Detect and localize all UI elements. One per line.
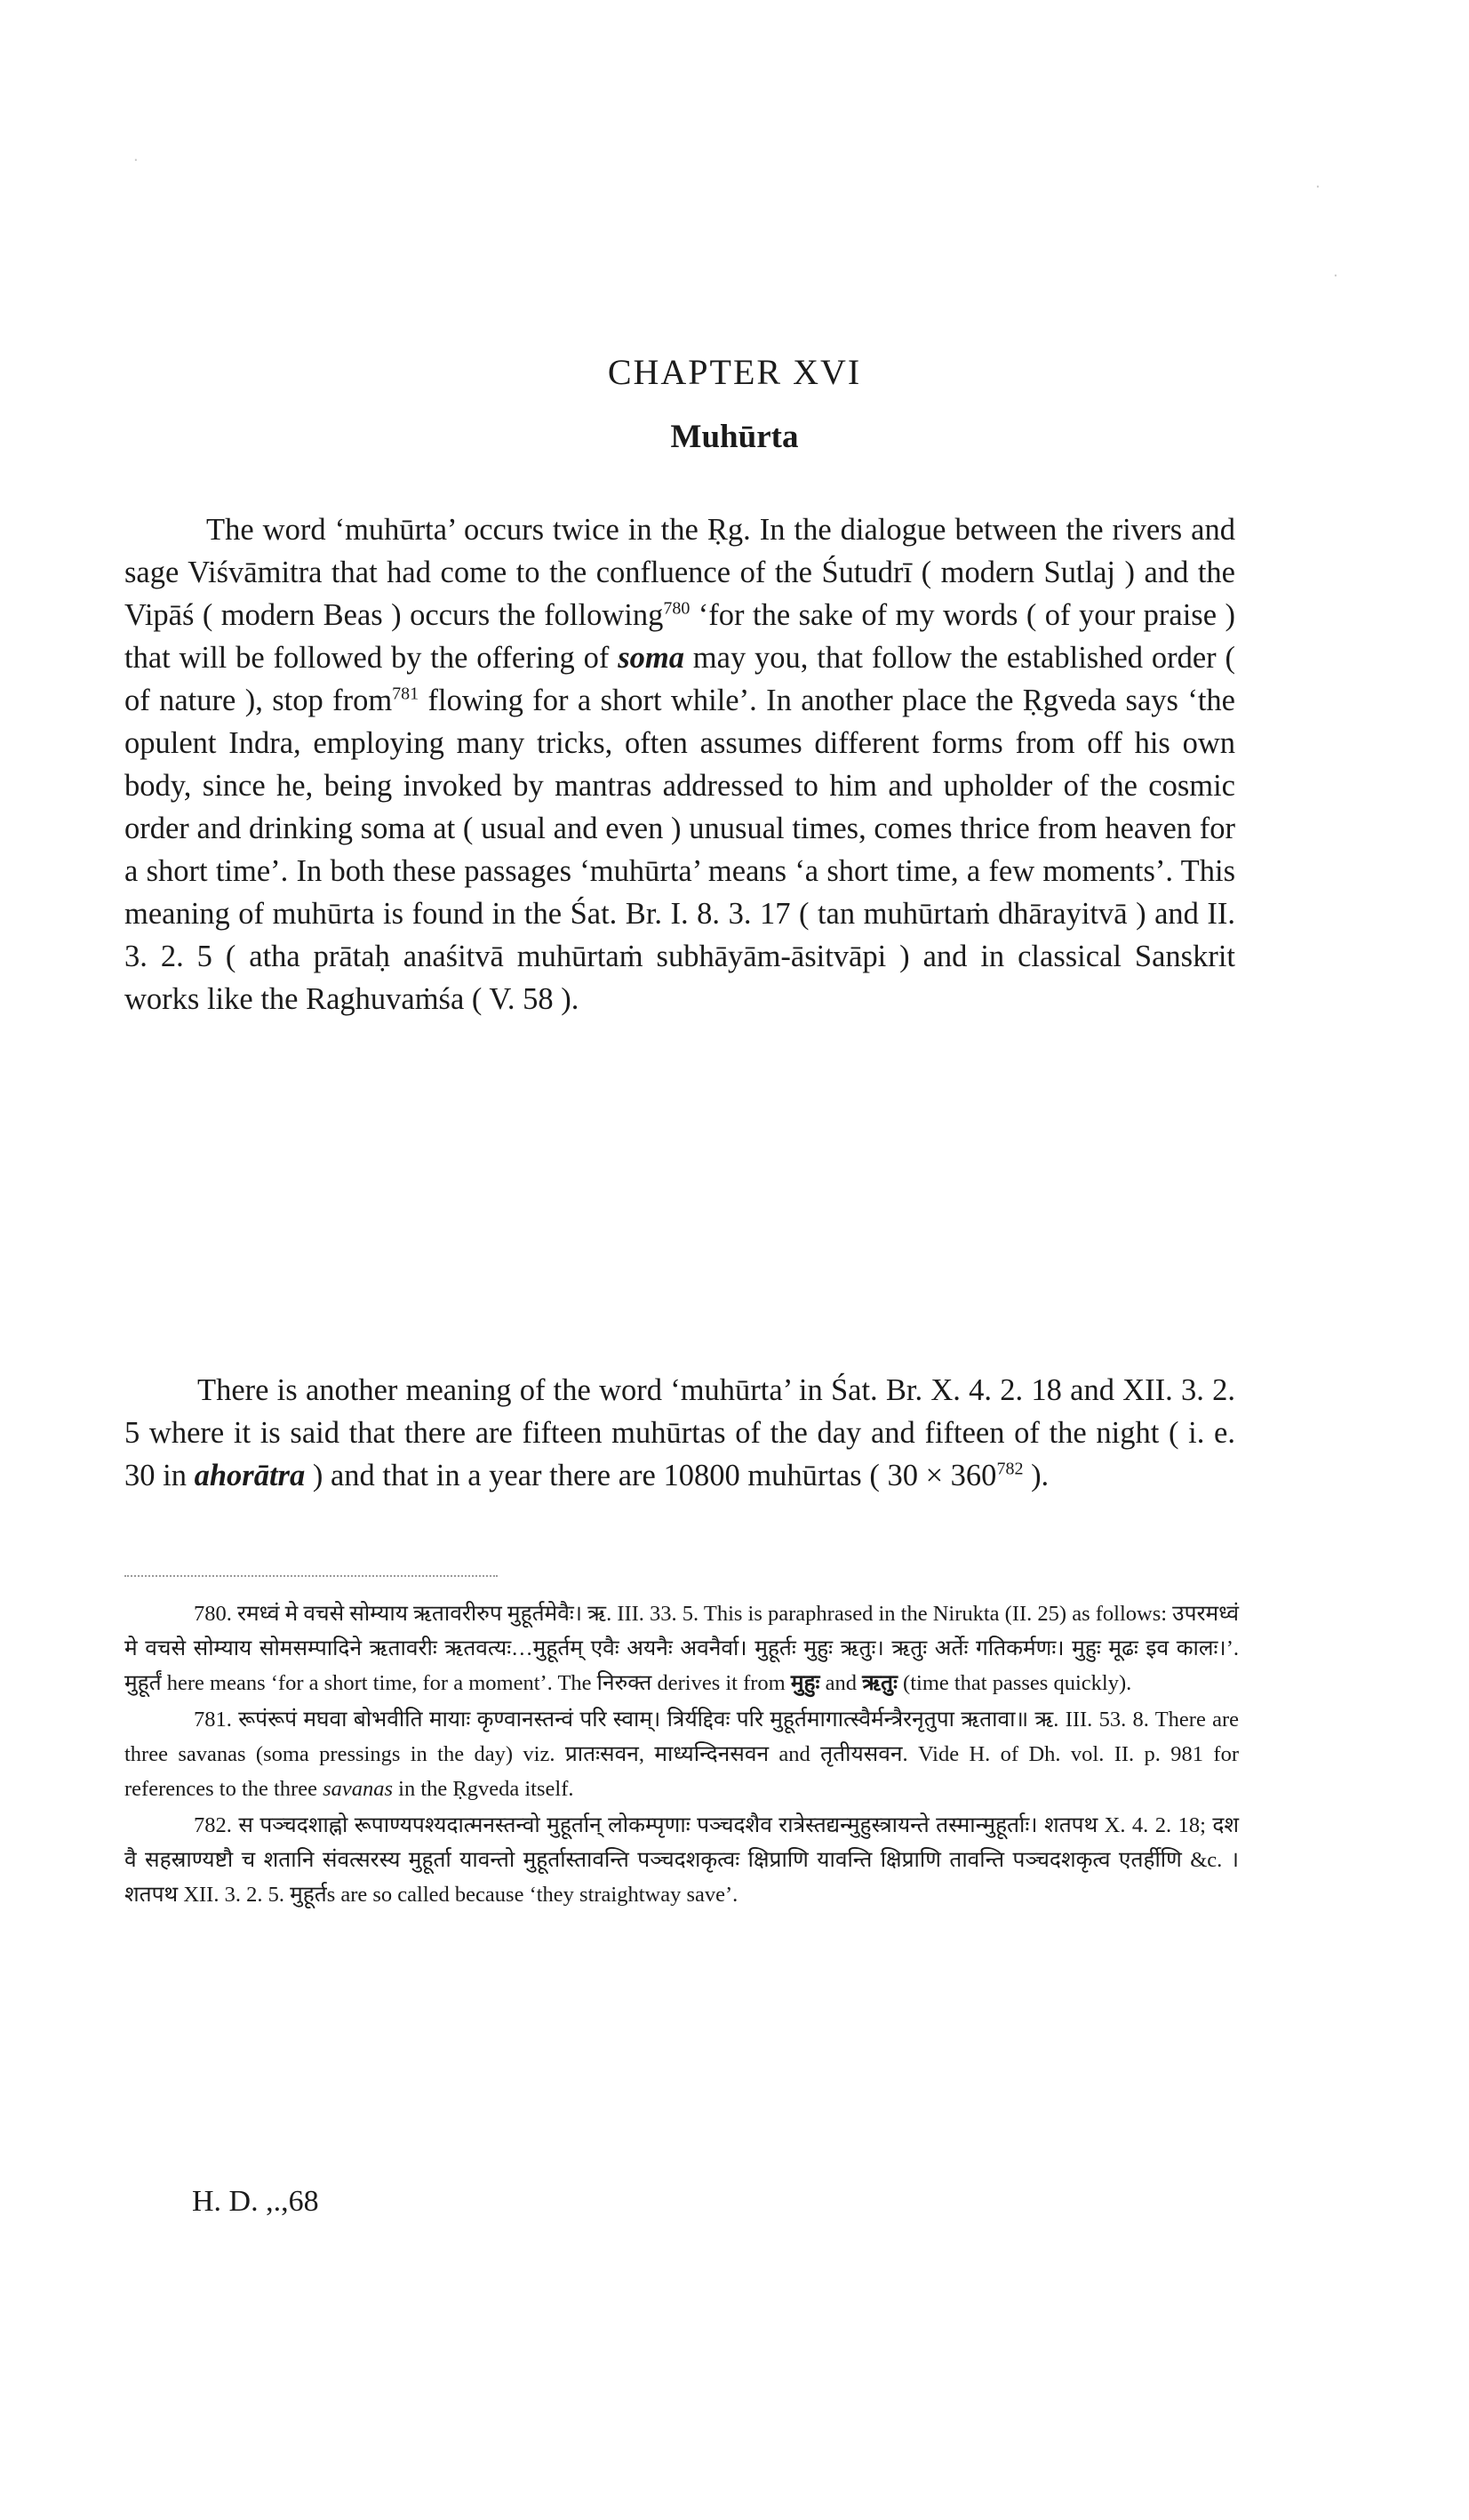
scan-speck: · [133,151,139,170]
chapter-heading: CHAPTER XVI [607,352,862,392]
scan-speck: · [1315,178,1321,196]
footnote-780 [124,1596,1239,1700]
footnote-emphasis: savanas [323,1777,394,1801]
paragraph-text: There is another meaning of the word ‘muhūrta’ in Śat. Br. X. 4. 2. 18 and XII. 3. 2. 5 where it is said that there are fifteen muhūrtas of the day and fifteen of the night ( i. e. 30 in [124,1373,1235,1492]
footnote-bold: ऋतुः [862,1671,898,1695]
footnote-text: (time that passes quickly). [897,1671,1132,1695]
paragraph-text: ) and that in a year there are 10800 muhūrtas ( 30 × 360 [305,1459,997,1492]
footnote-text: 782. स पञ्चदशाह्नो रूपाण्यपश्यदात्मनस्तन्वो मुहूर्तान् लोकम्पृणाः पञ्चदशैव रात्रेस्तद्यन्मुहुस्त्रायन्ते तस्मान्मुहूर्ताः। शतपथ X. 4. 2. 18; दश वै सहस्राण्यष्टौ च शतानि संवत्सरस्य मुहूर्ता यावन्तो मुहूर्तास्तावन्ति पञ्चदशकृत्वः क्षिप्राणि यावन्ति क्षिप्राणि तावन्ति पञ्चदशकृत्व एतर्हीणि &c. । शतपथ XII. 3. 2. 5. मुहूर्तs are so called because ‘they straightway save’. [124,1813,1239,1907]
footnote-text: and [819,1671,863,1695]
footnote-ref[interactable]: 780 [663,598,691,619]
footnote-bold: मुहुः [790,1671,820,1695]
body-paragraph [124,508,1235,1020]
scan-speck: · [1333,267,1338,285]
footnote-ref[interactable]: 781 [392,684,419,704]
footnote-781 [124,1702,1239,1806]
body-paragraph [124,1369,1235,1497]
paragraph-text: ). [1023,1459,1050,1492]
footnote-text: 781. रूपंरूपं मघवा बोभवीति मायाः कृण्वानस्तन्वं परि स्वाम्। त्रिर्यद्दिवः परि मुहूर्तमागात्स्वैर्मन्त्रैरनृतुपा ऋतावा॥ ऋ. III. 53. 8. There are three savanas (soma pressings in the day) viz. प्रातःसवन, माध्यन्दिनसवन and तृतीयसवन. Vide H. of Dh. vol. II. p. 981 for references to the three [124,1708,1239,1801]
section-title: Muhūrta [670,419,799,455]
footnote-text: in the Ṛgveda itself. [393,1777,574,1801]
footnote-divider [124,1575,498,1577]
footnotes [124,1596,1239,1914]
paragraph-text: ‘for the sake of my words ( of your praise ) that will be followed by the offering of [124,598,1235,675]
printer-signature: H. D. ,.,68 [192,2185,319,2218]
footnote-782 [124,1808,1239,1912]
footnote-ref[interactable]: 782 [996,1459,1024,1479]
emphasis-text: soma [618,641,684,675]
paragraph-text: The word ‘muhūrta’ occurs twice in the Ṛg. In the dialogue between the rivers and sage Viśvāmitra that had come to the confluence of the Śutudrī ( modern Sutlaj ) and the Vipāś ( modern Beas ) occurs the following [124,513,1235,632]
paragraph-text: may you, that follow the established order ( of nature ), stop from [124,641,1235,717]
paragraph-text: flowing for a short while’. In another place the Ṛgveda says ‘the opulent Indra, employing many tricks, often assumes different forms from off his own body, since he, being invoked by mantras addressed to him and upholder of the cosmic order and drinking soma at ( usual and even ) unusual times, comes thrice from heaven for a short time’. In both these passages ‘muhūrta’ means ‘a short time, a few moments’. This meaning of muhūrta is found in the Śat. Br. I. 8. 3. 17 ( tan muhūrtaṁ dhārayitvā ) and II. 3. 2. 5 ( atha prātaḥ anaśitvā muhūrtaṁ subhāyām-āsitvāpi ) and in classical Sanskrit works like the Raghuvaṁśa ( V. 58 ). [124,684,1235,1016]
emphasis-text: ahorātra [194,1459,306,1492]
footnote-text: 780. रमध्वं मे वचसे सोम्याय ऋतावरीरुप मुहूर्तमेवैः। ऋ. III. 33. 5. This is paraphrased in the Nirukta (II. 25) as follows: उपरमध्वं मे वचसे सोम्याय सोमसम्पादिने ऋतावरीः ऋतवत्यः…मुहूर्तम् एवैः अयनैः अवनैर्वा। मुहूर्तः मुहुः ऋतुः। ऋतुः अर्तेः गतिकर्मणः। मुहुः मूढः इव कालः।’. मुहूर्तं here means ‘for a short time, for a moment’. The निरुक्त derives it from [124,1602,1240,1695]
